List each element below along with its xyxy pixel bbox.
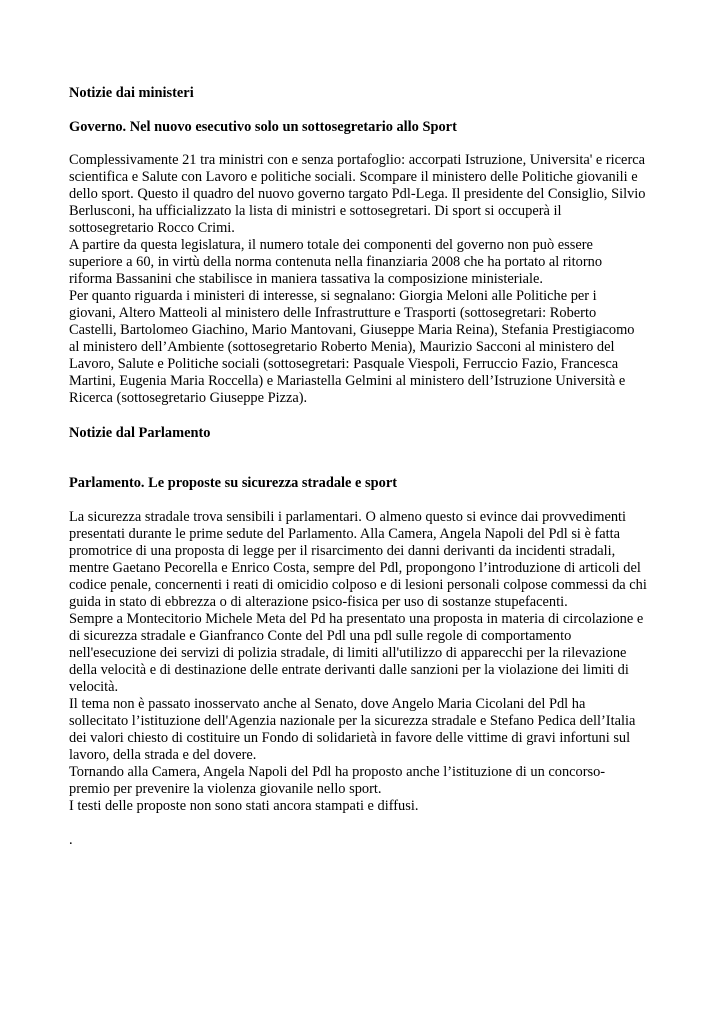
article-title-government: Governo. Nel nuovo esecutivo solo un sottosegretario allo Sport xyxy=(69,119,457,135)
document-page xyxy=(69,85,681,849)
article-title-parliament: Parlamento. Le proposte su sicurezza stradale e sport xyxy=(69,475,398,491)
article-body-government: Complessivamente 21 tra ministri con e senza portafoglio: accorpati Istruzione, Universita' e ricerca scientifica e Salute con Lavoro e politiche sociali. Scompare il ministero delle Politiche giovanili e dello sport. Questo il quadro del nuovo governo targato Pdl-Lega. Il presidente del Consiglio, Silvio Berlusconi, ha ufficializzato la lista di ministri e sottosegretari. Di sport si occuperà il sottosegretario Rocco Crimi. A partire da questa legislatura, il numero totale dei componenti del governo non può essere superiore a 60, in virtù della norma contenuta nella finanziaria 2008 che ha portato al ritorno riforma Bassanini che stabilisce in maniera tassativa la composizione ministeriale. Per quanto riguarda i ministeri di interesse, si segnalano: Giorgia Meloni alle Politiche per i giovani, Altero Matteoli al ministero delle Infrastrutture e Trasporti (sottosegretari: Roberto Castelli, Bartolomeo Giachino, Mario Mantovani, Giuseppe Maria Reina), Stefania Prestigiacomo al ministero dell’Ambiente (sottosegretario Roberto Menia), Maurizio Sacconi al ministero del Lavoro, Salute e Politiche sociali (sottosegretari: Pasquale Viespoli, Ferruccio Fazio, Francesca Martini, Eugenia Maria Roccella) e Mariastella Gelmini al ministero dell’Istruzione Università e Ricerca (sottosegretario Giuseppe Pizza). xyxy=(69,152,646,406)
section-title-ministries: Notizie dai ministeri xyxy=(69,85,194,101)
section-title-parliament: Notizie dal Parlamento xyxy=(69,425,211,441)
trailing-period: . xyxy=(69,832,73,848)
article-body-parliament: La sicurezza stradale trova sensibili i parlamentari. O almeno questo si evince dai provvedimenti presentati durante le prime sedute del Parlamento. Alla Camera, Angela Napoli del Pdl si è fatta promotrice di una proposta di legge per il risarcimento dei danni derivanti da incidenti stradali, mentre Gaetano Pecorella e Enrico Costa, sempre del Pdl, propongono l’introduzione di articoli del codice penale, concernenti i reati di omicidio colposo e di lesioni personali colpose commessi da chi guida in stato di ebbrezza o di alterazione psico-fisica per uso di sostanze stupefacenti. Sempre a Montecitorio Michele Meta del Pd ha presentato una proposta in materia di circolazione e di sicurezza stradale e Gianfranco Conte del Pdl una pdl sulle regole di comportamento nell'esecuzione dei servizi di polizia stradale, di limiti all'utilizzo di apparecchi per la rilevazione della velocità e di destinazione delle entrate derivanti dalle sanzioni per la violazione dei limiti di velocità. Il tema non è passato inosservato anche al Senato, dove Angelo Maria Cicolani del Pdl ha sollecitato l’istituzione dell'Agenzia nazionale per la sicurezza stradale e Stefano Pedica dell’Italia dei valori chiesto di costituire un Fondo di solidarietà in favore delle vittime di gravi infortuni sul lavoro, della strada e del dovere. Tornando alla Camera, Angela Napoli del Pdl ha proposto anche l’istituzione di un concorso- premio per prevenire la violenza giovanile nello sport. I testi delle proposte non sono stati ancora stampati e diffusi. xyxy=(69,509,647,814)
